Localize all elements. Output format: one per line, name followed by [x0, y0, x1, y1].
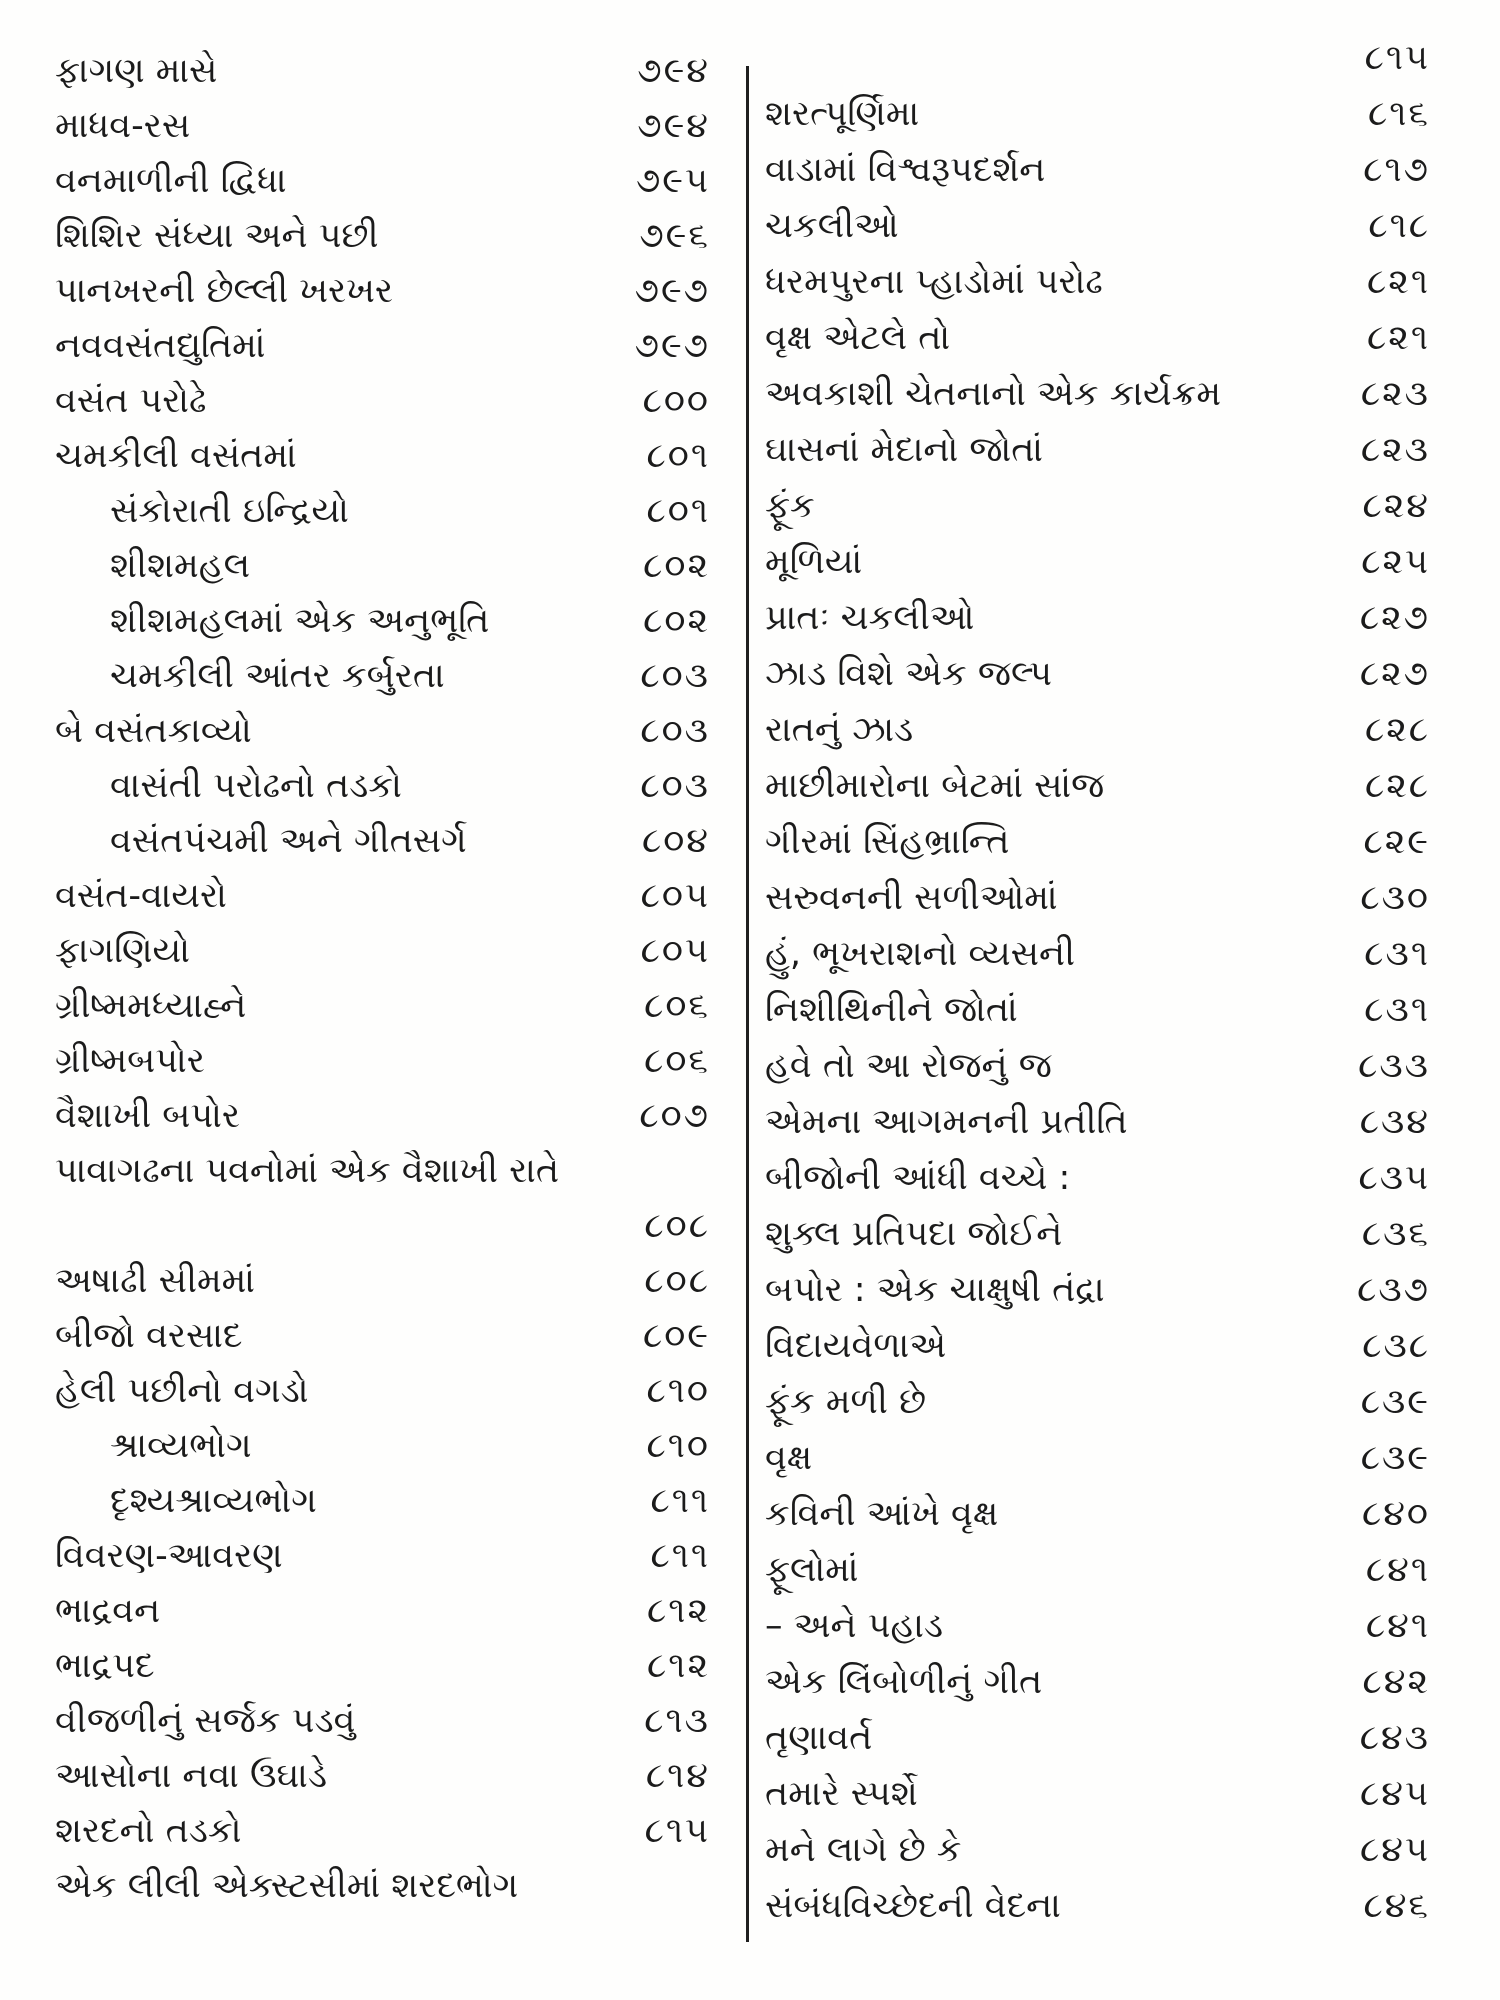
toc-entry-page-number: ૮૧૬ [1367, 94, 1430, 134]
toc-entry-page-number: ૮૧૫ [644, 1811, 710, 1851]
toc-entry-page-number: ૮૩૫ [1358, 1158, 1430, 1198]
toc-entry-title: બીજો વરસાદ [55, 1316, 243, 1356]
toc-entry-title: અષાઢી સીમમાં [55, 1261, 255, 1301]
toc-entry-title: ગીરમાં સિંહભ્રાન્તિ [765, 822, 1010, 862]
toc-entry-title: નવવસંતદ્યુતિમાં [55, 326, 266, 366]
toc-entry-page-number: ૭૯૪ [637, 51, 710, 91]
toc-entry [765, 1150, 1430, 1206]
toc-entry [765, 1542, 1430, 1598]
toc-entry-title: વસંતપંચમી અને ગીતસર્ગ [110, 821, 467, 861]
toc-entry-page-number: ૮૦૫ [640, 876, 710, 916]
toc-entry-title: પાનખરની છેલ્લી ખરખર [55, 271, 394, 311]
toc-entry-page-number: ૮૨૧ [1367, 262, 1430, 302]
toc-entry-title: તમારે સ્પર્શે [765, 1774, 918, 1814]
toc-entry-page-number: ૮૪૧ [1365, 1606, 1430, 1646]
toc-left-column [55, 44, 710, 1914]
toc-entry [55, 1804, 710, 1859]
toc-entry-page-number: ૮૩૯ [1360, 1382, 1430, 1422]
toc-entry-title: ભાદ્રવન [55, 1591, 161, 1631]
toc-entry [55, 484, 710, 539]
toc-entry [765, 1878, 1430, 1934]
toc-entry-title: શરદનો તડકો [55, 1811, 242, 1851]
toc-entry-page-number: ૮૦૯ [642, 1316, 710, 1356]
toc-entry [55, 1694, 710, 1749]
toc-entry-page-number: ૮૨૩ [1360, 374, 1430, 414]
toc-entry-page-number: ૭૯૭ [634, 326, 710, 366]
toc-entry [55, 1089, 710, 1144]
toc-entry [55, 814, 710, 869]
toc-entry-title: સંકોરાતી ઇન્દ્રિયો [110, 491, 349, 531]
toc-entry-page-number: ૮૦૩ [640, 711, 710, 751]
toc-entry-page-number: ૭૯૬ [639, 216, 710, 256]
toc-entry [765, 198, 1430, 254]
toc-entry [55, 1309, 710, 1364]
toc-entry-page-number: ૮૦૩ [640, 656, 710, 696]
toc-entry [55, 319, 710, 374]
toc-entry [765, 1486, 1430, 1542]
toc-entry-title: વિદાયવેળાએ [765, 1326, 947, 1366]
toc-entry-page-number: ૮૨૧ [1367, 318, 1430, 358]
toc-entry [55, 704, 710, 759]
toc-entry [765, 30, 1430, 86]
toc-entry-title: વસંત-વાયરો [55, 876, 227, 916]
toc-entry-title: વિવરણ-આવરણ [55, 1536, 283, 1576]
toc-entry-page-number: ૮૦૧ [646, 491, 710, 531]
toc-entry [765, 1038, 1430, 1094]
toc-entry-title: ફૂલોમાં [765, 1550, 859, 1590]
toc-entry [55, 374, 710, 429]
toc-entry-title: શીશમહલ [110, 546, 251, 586]
toc-entry [765, 86, 1430, 142]
toc-entry [765, 1598, 1430, 1654]
toc-entry-title: વૃક્ષ [765, 1438, 813, 1478]
toc-entry-page-number: ૮૧૩ [644, 1701, 710, 1741]
toc-entry-page-number: ૮૪૦ [1361, 1494, 1430, 1534]
toc-entry [55, 1749, 710, 1804]
toc-entry-title: ફૂંક [765, 486, 815, 526]
toc-entry-page-number: ૮૦૮ [644, 1261, 710, 1301]
toc-entry-title: વાસંતી પરોઢનો તડકો [110, 766, 402, 806]
toc-entry-page-number: ૮૩૧ [1364, 990, 1430, 1030]
toc-entry-title: ફૂંક મળી છે [765, 1382, 927, 1422]
toc-entry-title: એક લીલી એક્સ્ટસીમાં શરદભોગ [55, 1866, 519, 1906]
toc-entry-page-number: ૮૧૦ [646, 1371, 710, 1411]
toc-entry [765, 142, 1430, 198]
toc-entry-page-number: ૮૪૫ [1360, 1774, 1430, 1814]
toc-entry [55, 264, 710, 319]
toc-entry-title: ગ્રીષ્મમધ્યાહ્ને [55, 986, 247, 1026]
toc-entry-title: ભાદ્રપદ [55, 1646, 155, 1686]
toc-entry-title: સંબંધવિચ્છેદની વેદના [765, 1886, 1061, 1926]
toc-entry-title: વસંત પરોઢે [55, 381, 207, 421]
toc-entry [55, 759, 710, 814]
toc-entry [55, 1529, 710, 1584]
toc-entry-page-number: ૮૩૩ [1358, 1046, 1430, 1086]
toc-entry-title: ઝાડ વિશે એક જલ્પ [765, 654, 1052, 694]
toc-entry-page-number: ૮૩૦ [1360, 878, 1430, 918]
toc-entry-title: વૃક્ષ એટલે તો [765, 318, 951, 358]
toc-entry-title: હેલી પછીનો વગડો [55, 1371, 309, 1411]
toc-entry [765, 1710, 1430, 1766]
toc-entry [765, 366, 1430, 422]
toc-entry-page-number: ૮૦૪ [641, 821, 710, 861]
toc-entry-title: હું, ભૂખરાશનો વ્યસની [765, 934, 1076, 974]
toc-entry [55, 1639, 710, 1694]
toc-entry-page-number: ૮૦૬ [644, 1041, 710, 1081]
toc-entry [765, 926, 1430, 982]
toc-entry-page-number: ૮૨૭ [1359, 598, 1430, 638]
toc-entry-page-number: ૮૩૪ [1359, 1102, 1430, 1142]
toc-entry-page-number: ૮૪૬ [1363, 1886, 1430, 1926]
toc-entry [55, 44, 710, 99]
toc-entry [765, 422, 1430, 478]
toc-entry-title: ચમકીલી વસંતમાં [55, 436, 297, 476]
toc-entry [55, 1144, 710, 1199]
toc-entry-page-number: ૮૧૭ [1363, 150, 1430, 190]
toc-entry-title: પ્રાતઃ ચકલીઓ [765, 598, 975, 638]
toc-entry-title: પાવાગઢના પવનોમાં એક વૈશાખી રાતે [55, 1151, 560, 1191]
toc-entry-page-number: ૭૯૪ [637, 106, 710, 146]
toc-entry-title: રાતનું ઝાડ [765, 710, 914, 750]
toc-entry [55, 979, 710, 1034]
toc-entry-title: એક લિંબોળીનું ગીત [765, 1662, 1043, 1702]
toc-entry-title: શુક્લ પ્રતિપદા જોઈને [765, 1214, 1063, 1254]
toc-entry-page-number: ૮૧૧ [650, 1536, 710, 1576]
toc-entry-title: વાડામાં વિશ્વરૂપદર્શન [765, 150, 1046, 190]
toc-entry-page-number: ૭૯૭ [634, 271, 710, 311]
toc-entry [55, 99, 710, 154]
toc-entry [765, 1430, 1430, 1486]
toc-entry-page-number: ૮૦૦ [642, 381, 710, 421]
toc-entry-page-number: ૮૦૮ [644, 1206, 710, 1246]
toc-entry-page-number: ૮૧૮ [1368, 206, 1430, 246]
toc-entry-title: કવિની આંખે વૃક્ષ [765, 1494, 999, 1534]
toc-entry-title: ધરમપુરના પ્હાડોમાં પરોઢ [765, 262, 1103, 302]
toc-entry [765, 1206, 1430, 1262]
toc-entry [765, 758, 1430, 814]
toc-entry-page-number: ૮૧૨ [647, 1591, 710, 1631]
toc-entry-page-number: ૮૩૭ [1357, 1270, 1430, 1310]
toc-entry-page-number: ૮૨૮ [1364, 710, 1430, 750]
toc-entry [55, 1199, 710, 1254]
toc-entry [55, 1364, 710, 1419]
toc-right-column [765, 30, 1430, 1934]
toc-entry [55, 1584, 710, 1639]
toc-entry-title: શરત્પૂર્ણિમા [765, 94, 920, 134]
toc-entry [765, 982, 1430, 1038]
toc-entry [55, 649, 710, 704]
toc-entry [765, 702, 1430, 758]
toc-entry-title: મૂળિયાં [765, 542, 863, 582]
toc-entry [765, 310, 1430, 366]
toc-entry-page-number: ૮૩૧ [1364, 934, 1430, 974]
toc-entry [765, 1822, 1430, 1878]
toc-entry-title: વીજળીનું સર્જક પડવું [55, 1701, 356, 1741]
toc-entry-page-number: ૭૯૫ [635, 161, 710, 201]
toc-entry-title: હવે તો આ રોજનું જ [765, 1046, 1052, 1086]
toc-entry [765, 870, 1430, 926]
toc-entry-title: અવકાશી ચેતનાનો એક કાર્યક્રમ [765, 374, 1222, 414]
toc-entry-page-number: ૮૨૭ [1359, 654, 1430, 694]
toc-entry-page-number: ૮૪૨ [1362, 1662, 1430, 1702]
toc-entry-page-number: ૮૦૬ [644, 986, 710, 1026]
toc-entry [765, 534, 1430, 590]
toc-entry-title: દૃશ્યશ્રાવ્યભોગ [110, 1481, 317, 1521]
toc-entry-title: વનમાળીની દ્વિધા [55, 161, 287, 201]
toc-entry [765, 1766, 1430, 1822]
column-divider-rule [746, 66, 749, 1942]
toc-entry-page-number: ૮૨૫ [1361, 542, 1430, 582]
toc-entry-title: શીશમહલમાં એક અનુભૂતિ [110, 601, 490, 641]
toc-entry-title: એમના આગમનની પ્રતીતિ [765, 1102, 1128, 1142]
toc-entry [765, 646, 1430, 702]
toc-entry-page-number: ૮૦૧ [646, 436, 710, 476]
toc-entry [55, 924, 710, 979]
toc-entry [55, 1254, 710, 1309]
toc-entry [55, 209, 710, 264]
toc-entry [55, 1474, 710, 1529]
toc-entry-title: બે વસંતકાવ્યો [55, 711, 252, 751]
toc-entry [765, 254, 1430, 310]
toc-entry-title: શિશિર સંધ્યા અને પછી [55, 216, 379, 256]
toc-entry-page-number: ૮૦૭ [639, 1096, 710, 1136]
toc-entry-title: ગ્રીષ્મબપોર [55, 1041, 205, 1081]
toc-entry-page-number: ૮૦૩ [640, 766, 710, 806]
toc-entry-title: મને લાગે છે કે [765, 1830, 962, 1870]
toc-entry-title: ફાગણિયો [55, 931, 190, 971]
toc-entry-page-number: ૮૨૯ [1363, 822, 1430, 862]
toc-entry [55, 869, 710, 924]
toc-entry-page-number: ૮૪૫ [1360, 1830, 1430, 1870]
toc-entry-title: સરુવનની સળીઓમાં [765, 878, 1058, 918]
toc-entry [55, 539, 710, 594]
toc-entry [765, 1654, 1430, 1710]
toc-entry-title: ચમકીલી આંતર કર્બુરતા [110, 656, 445, 696]
toc-entry-page-number: ૮૪૧ [1365, 1550, 1430, 1590]
toc-entry-title: ચકલીઓ [765, 206, 899, 246]
toc-entry-title: વૈશાખી બપોર [55, 1096, 240, 1136]
toc-entry-page-number: ૮૨૩ [1360, 430, 1430, 470]
toc-entry-title: બીજોની આંધી વચ્ચે : [765, 1158, 1071, 1198]
toc-entry-page-number: ૮૦૨ [643, 601, 710, 641]
toc-entry-title: માધવ-રસ [55, 106, 191, 146]
toc-entry [765, 1374, 1430, 1430]
toc-entry [55, 1034, 710, 1089]
toc-entry-page-number: ૮૧૦ [646, 1426, 710, 1466]
toc-entry-page-number: ૮૧૧ [650, 1481, 710, 1521]
toc-entry-page-number: ૮૦૫ [640, 931, 710, 971]
toc-entry [765, 814, 1430, 870]
toc-entry [55, 1419, 710, 1474]
toc-entry-title: ફાગણ માસે [55, 51, 218, 91]
toc-entry [765, 1094, 1430, 1150]
toc-entry-title: નિશીથિનીને જોતાં [765, 990, 1018, 1030]
toc-entry-title: ઘાસનાં મેદાનો જોતાં [765, 430, 1043, 470]
toc-entry-page-number: ૮૩૮ [1362, 1326, 1430, 1366]
toc-entry-title: – અને પહાડ [765, 1606, 944, 1646]
toc-entry [55, 594, 710, 649]
toc-entry-page-number: ૮૨૮ [1364, 766, 1430, 806]
toc-entry-page-number: ૮૧૨ [647, 1646, 710, 1686]
toc-entry [765, 590, 1430, 646]
toc-entry-page-number: ૮૩૬ [1361, 1214, 1430, 1254]
toc-entry-title: આસોના નવા ઉઘાડે [55, 1756, 328, 1796]
toc-entry [765, 1262, 1430, 1318]
toc-entry-title: માછીમારોના બેટમાં સાંજ [765, 766, 1105, 806]
toc-entry-title: શ્રાવ્યભોગ [110, 1426, 252, 1466]
toc-entry [765, 1318, 1430, 1374]
toc-entry-page-number: ૮૦૨ [643, 546, 710, 586]
toc-entry [55, 1859, 710, 1914]
toc-entry [55, 429, 710, 484]
toc-entry-page-number: ૮૧૪ [645, 1756, 710, 1796]
toc-entry-page-number: ૮૩૯ [1360, 1438, 1430, 1478]
toc-entry-page-number: ૮૧૫ [1364, 38, 1430, 78]
toc-entry-title: બપોર : એક ચાક્ષુષી તંદ્રા [765, 1270, 1105, 1310]
toc-entry-title: તૃણાવર્ત [765, 1718, 873, 1758]
toc-entry-page-number: ૮૪૩ [1359, 1718, 1430, 1758]
toc-entry [765, 478, 1430, 534]
toc-entry [55, 154, 710, 209]
toc-entry-page-number: ૮૨૪ [1362, 486, 1430, 526]
